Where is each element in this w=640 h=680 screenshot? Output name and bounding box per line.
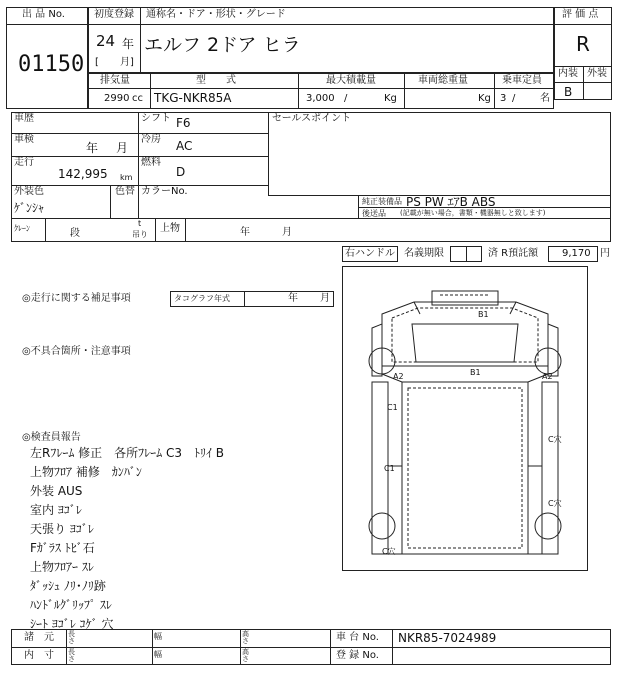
history-label: 車歴 — [14, 113, 34, 124]
tacho-label: タコグラフ年式 — [174, 294, 230, 303]
damage-mark: B1 — [470, 368, 481, 377]
inspector-report-title: ◎検査員報告 — [22, 432, 81, 443]
footer-specs-label: 諸 元 — [24, 632, 54, 643]
damage-mark: C穴 — [548, 435, 562, 444]
report-line: 室内 ﾖｺﾞﾚ — [30, 503, 82, 517]
damage-mark: C1 — [384, 464, 395, 473]
tacho-month: 月 — [320, 293, 330, 304]
sales-point-label: セールスポイント — [272, 113, 352, 124]
recycle-check-box — [466, 246, 482, 262]
crane-hang: 吊り — [132, 230, 148, 239]
report-line: 上物ﾌﾛｱｰ ｽﾚ — [30, 560, 94, 574]
equipment-value: PS PW ｴｱB ABS — [406, 195, 496, 209]
lot-no-label: 出 品 No. — [22, 9, 65, 20]
name-change-label: 名義期限 — [404, 248, 444, 259]
displacement-value: 2990 — [104, 93, 130, 104]
report-line: 左Rﾌﾚｰﾑ 修正 各所ﾌﾚｰﾑ C3 ﾄﾘｲ B — [30, 446, 225, 460]
car-name-label: 通称名・ドア・形状・グレード — [146, 9, 286, 20]
defect-notes-title: ◎不具合箇所・注意事項 — [22, 346, 131, 357]
exterior-label: 外装 — [587, 68, 607, 79]
mileage-value: 142,995 — [58, 167, 108, 181]
report-line: ﾊﾝﾄﾞﾙｸﾞﾘｯﾌﾟ ｽﾚ — [30, 598, 112, 612]
yen-label: 円 — [600, 248, 610, 259]
crane-label: ｸﾚｰﾝ — [14, 224, 30, 233]
height-label: 高さ — [242, 630, 249, 645]
equipment-label: 純正装備品 — [362, 197, 402, 206]
gross-weight-label: 車両総重量 — [418, 75, 468, 86]
ext-color-value: ｹﾞﾝｼｬ — [14, 201, 45, 215]
damage-mark: C穴 — [382, 547, 396, 556]
aftermarket-note: (記載が無い場合，書類・機器無しと致します) — [400, 209, 546, 217]
report-line: ｼｰﾄ ﾖｺﾞﾚ ｺｹﾞ 穴 — [30, 617, 114, 631]
capacity-label: 乗車定員 — [502, 75, 542, 86]
damage-mark: A2 — [393, 372, 404, 381]
shift-label: シフト — [141, 113, 171, 124]
interior-grade: B — [564, 85, 573, 99]
width-label: 幅 — [154, 632, 162, 641]
displacement-label: 排気量 — [100, 75, 130, 86]
damage-mark: B1 — [478, 310, 489, 319]
lot-no-value: 01150 — [18, 52, 85, 77]
recycle-label: 済 R預託額 — [488, 248, 539, 259]
fuel-label: 燃料 — [141, 157, 161, 168]
inspection-month: 月 — [116, 141, 129, 155]
ac-value: AC — [176, 139, 193, 153]
car-name: エルフ 2ドア ヒラ — [144, 34, 301, 56]
color-code-label: カラーNo. — [141, 186, 188, 197]
upper-year: 年 — [240, 227, 250, 238]
inspection-year: 年 — [86, 141, 99, 155]
damage-mark: A2 — [542, 372, 553, 381]
first-reg-year: 24 — [96, 32, 116, 50]
ext-color-label: 外装色 — [14, 186, 44, 197]
capacity-value: 3 — [500, 93, 507, 104]
registration-label: 登 録 No. — [336, 650, 379, 661]
shift-value: F6 — [176, 116, 191, 130]
color-change-label: 色替 — [115, 186, 135, 197]
crane-stage: 段 — [70, 228, 80, 239]
length-label: 長さ — [68, 648, 75, 663]
report-line: ﾀﾞｯｼｭ ﾉﾘ･ﾉﾘ跡 — [30, 579, 106, 593]
damage-mark: C1 — [387, 403, 398, 412]
damage-mark: C穴 — [548, 499, 562, 508]
height-label: 高さ — [242, 648, 249, 663]
grade-label: 評 価 点 — [562, 9, 599, 20]
overall-grade: R — [576, 32, 590, 56]
first-reg-label: 初度登録 — [94, 9, 134, 20]
report-line: Fｶﾞﾗｽ ﾄﾋﾞ石 — [30, 541, 95, 555]
driving-notes-title: ◎走行に関する補足事項 — [22, 293, 131, 304]
report-line: 外装 AUS — [30, 484, 83, 498]
ac-label: 冷房 — [141, 134, 161, 145]
fuel-value: D — [176, 165, 186, 179]
first-reg-month-unit: 月] — [120, 57, 134, 68]
capacity-slash: / — [512, 93, 516, 104]
steering-value: 右ハンドル — [345, 248, 395, 259]
truck-outline-diagram — [342, 266, 588, 571]
width-label: 幅 — [154, 650, 162, 659]
interior-label: 内装 — [558, 68, 578, 79]
mileage-label: 走行 — [14, 157, 34, 168]
report-line: 天張り ﾖｺﾞﾚ — [30, 522, 94, 536]
recycle-value: 9,170 — [562, 248, 591, 259]
crane-ton: t — [138, 219, 142, 228]
mileage-unit: km — [120, 173, 133, 182]
max-load-value: 3,000 — [306, 93, 335, 104]
model-label: 型 式 — [196, 75, 236, 86]
chassis-value: NKR85-7024989 — [398, 631, 497, 645]
max-load-unit: Kg — [384, 93, 397, 104]
first-reg-month-open: [ — [95, 57, 99, 68]
first-reg-year-unit: 年 — [122, 37, 135, 51]
report-line: 上物ﾌﾛｱ 補修 ｶﾝﾊﾞﾝ — [30, 465, 142, 479]
length-label: 長さ — [68, 630, 75, 645]
max-load-label: 最大積載量 — [326, 75, 376, 86]
upper-month: 月 — [282, 227, 292, 238]
upper-label: 上物 — [160, 223, 180, 234]
inspection-label: 車検 — [14, 134, 34, 145]
model-value: TKG-NKR85A — [154, 91, 232, 105]
displacement-unit: cc — [132, 93, 143, 104]
gross-weight-unit: Kg — [478, 93, 491, 104]
aftermarket-label: 後送品 — [362, 209, 386, 218]
tacho-year: 年 — [288, 293, 298, 304]
capacity-unit: 名 — [540, 93, 550, 104]
chassis-label: 車 台 No. — [336, 632, 379, 643]
max-load-slash: / — [344, 93, 348, 104]
footer-inner-label: 内 寸 — [24, 650, 54, 661]
